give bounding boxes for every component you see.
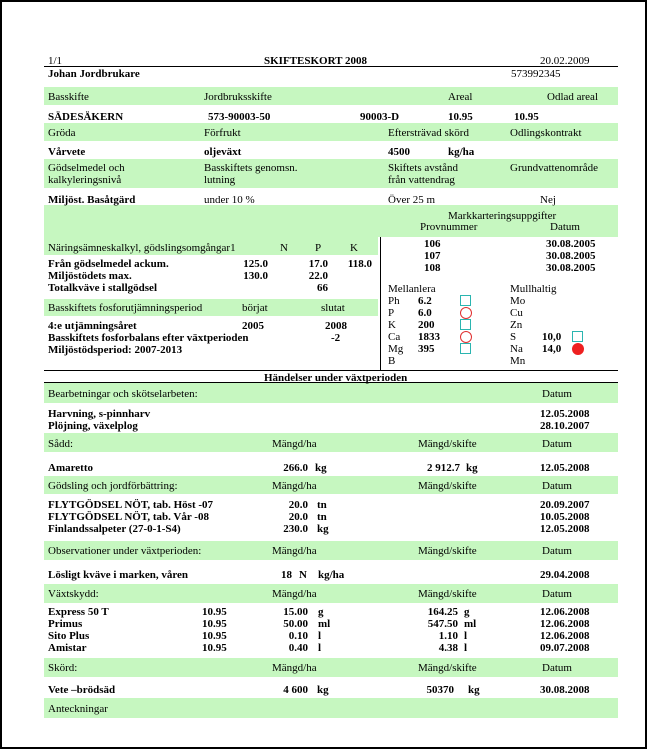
label-jordbruksskifte: Jordbruksskifte [204,91,272,103]
vaxtskydd-date: 12.06.2008 [540,606,590,618]
owner-id: 573992345 [511,68,561,80]
naring-k: 118.0 [347,258,372,270]
jordart-mellanlera: Mellanlera [388,283,436,295]
godsling-date: 12.05.2008 [540,523,590,535]
label-avstand-1: Skiftets avstånd [388,162,458,174]
document-title: SKIFTESKORT 2008 [264,55,368,67]
naring-n: 130.0 [243,270,268,282]
fosforbalans-value: -2 [331,332,341,344]
element-name: Ca [388,331,401,343]
element-name: Mo [510,295,526,307]
prov-datum: 30.08.2005 [546,238,596,250]
element-name: Mn [510,355,526,367]
label-lutning-2: lutning [204,174,236,186]
vaxtskydd-unit-ha: g [318,606,324,618]
skord-col-datum: Datum [542,662,572,674]
odlad-areal-value: 10.95 [514,111,539,123]
observ-value: 18 [281,569,292,581]
marking-col-datum: Datum [550,221,580,233]
label-odlingskontrakt: Odlingskontrakt [510,127,582,139]
skord-mangd-ha: 4 600 [283,684,308,696]
skord-header: Skörd: [48,662,78,674]
naring-col-n: N [280,242,288,254]
sadd-mangd-ha: 266.0 [283,462,308,474]
vaxtskydd-col-mangd-skifte: Mängd/skifte [418,588,477,600]
naring-row-label: Miljöstödets max. [48,270,132,282]
godsling-date: 10.05.2008 [540,511,590,523]
label-grundvatten: Grundvattenområde [510,162,598,174]
sadd-header: Sådd: [48,438,74,450]
prov-nummer: 107 [424,250,441,262]
element-value: 6.2 [418,295,432,307]
godsling-col-mangd-ha: Mängd/ha [272,480,317,492]
naring-header: Näringsämneskalkyl, gödslingsomgångar1 [48,242,236,254]
observ-col-datum: Datum [542,545,572,557]
naring-p: 22.0 [308,270,328,282]
vaxtskydd-row-label: Primus [48,618,83,630]
status-circle-icon [460,331,472,343]
skifte-id: 90003-D [360,111,400,123]
fosfor-header: Basskiftets fosforutjämningsperiod [48,302,203,314]
status-square-icon [460,343,471,354]
vaxtskydd-unit-skifte: l [464,630,468,642]
label-lutning-1: Basskiftets genomsn. [204,162,298,174]
vaxtskydd-area: 10.95 [202,630,227,642]
godsling-col-datum: Datum [542,480,572,492]
vaxtskydd-mangd-skifte: 164.25 [427,606,458,618]
skord-mangd-skifte: 50370 [426,684,454,696]
vaxtskydd-mangd-ha: 15.00 [283,606,308,618]
godsling-mangd-ha: 230.0 [283,523,308,535]
sadd-col-mangd-skifte: Mängd/skifte [418,438,477,450]
element-name: Ph [388,295,400,307]
events-title: Händelser under växtperioden [264,372,408,384]
utjamning-slutat: 2008 [325,320,347,332]
status-square-icon [572,331,583,342]
vaxtskydd-unit-skifte: g [464,606,470,618]
grundvatten-value: Nej [540,194,556,206]
miljostodsperiod: Miljöstödsperiod: 2007-2013 [48,344,183,356]
lutning-value: under 10 % [204,194,255,206]
naring-col-k: K [350,242,358,254]
observ-unit-1: N [299,569,307,581]
bearb-row-label: Plöjning, växelplog [48,420,138,432]
label-godselmedel-2: kalkyleringsnivå [48,174,122,186]
prov-nummer: 106 [424,238,441,250]
vaxtskydd-unit-ha: l [318,642,322,654]
element-name: Na [510,343,523,355]
vaxtskydd-mangd-ha: 0.10 [288,630,308,642]
vaxtskydd-col-datum: Datum [542,588,572,600]
utjamningsar-label: 4:e utjämningsåret [48,320,137,332]
skord-col-mangd-skifte: Mängd/skifte [418,662,477,674]
bearb-row-label: Harvning, s-pinnharv [48,408,151,420]
element-name: P [388,307,395,319]
marking-divider [380,237,381,371]
naring-col-p: P [315,242,322,254]
fosfor-col-borjat: börjat [242,302,268,314]
kalkyleringsniva-value: Miljöst. Basåtgärd [48,194,136,206]
vaxtskydd-mangd-ha: 0.40 [288,642,308,654]
vaxtskydd-head-band [44,584,618,603]
sadd-unit-ha: kg [315,462,327,474]
vaxtskydd-area: 10.95 [202,606,227,618]
observ-row-label: Lösligt kväve i marken, våren [48,569,189,581]
fosfor-col-slutat: slutat [321,302,345,314]
naring-n: 125.0 [243,258,268,270]
sadd-col-datum: Datum [542,438,572,450]
godsling-col-mangd-skifte: Mängd/skifte [418,480,477,492]
label-groda: Gröda [48,127,76,139]
vaxtskydd-col-mangd-ha: Mängd/ha [272,588,317,600]
label-forfrukt: Förfrukt [204,127,241,139]
vaxtskydd-row-label: Amistar [48,642,87,654]
notes-header: Anteckningar [48,703,108,715]
field-label-band [44,87,618,105]
skord-unit-ha: kg [317,684,329,696]
vaxtskydd-mangd-skifte: 547.50 [427,618,458,630]
events-rule-top [44,370,618,371]
status-circle-icon [460,307,472,319]
godsling-unit: tn [317,499,327,511]
observ-col-mangd-skifte: Mängd/skifte [418,545,477,557]
vaxtskydd-unit-ha: ml [318,618,331,630]
sadd-row-label: Amaretto [48,462,93,474]
naring-row-label: Från gödselmedel ackum. [48,258,169,270]
label-avstand-2: från vattendrag [388,174,455,186]
mullhalt-mullhaltig: Mullhaltig [510,283,557,295]
godsling-mangd-ha: 20.0 [288,511,308,523]
bearb-row-date: 28.10.2007 [540,420,590,432]
notes-band [44,698,618,718]
element-name: S [510,331,517,343]
groda-value: Vårvete [48,146,86,158]
utjamning-borjat: 2005 [242,320,264,332]
element-value: 6.0 [418,307,432,319]
sadd-col-mangd-ha: Mängd/ha [272,438,317,450]
status-square-icon [460,295,471,306]
naring-p: 17.0 [308,258,328,270]
bearb-header: Bearbetningar och skötselarbeten: [48,388,198,400]
element-value: 1833 [418,331,440,343]
element-value: 200 [418,319,435,331]
element-name: Cu [510,307,523,319]
field-name: SÄDESÄKERN [48,111,124,123]
vaxtskydd-mangd-ha: 50.00 [283,618,308,630]
marking-col-provnummer: Provnummer [420,221,478,233]
element-name: Zn [510,319,523,331]
sadd-unit-skifte: kg [466,462,478,474]
naring-p: 66 [317,282,328,294]
prov-datum: 30.08.2005 [546,262,596,274]
page-number: 1/1 [48,55,63,67]
label-basskifte: Basskifte [48,91,89,103]
element-name: K [388,319,396,331]
observ-col-mangd-ha: Mängd/ha [272,545,317,557]
forfrukt-value: oljeväxt [204,146,242,158]
sadd-head-band [44,433,618,452]
label-areal: Areal [448,91,473,103]
vaxtskydd-row-label: Express 50 T [48,606,109,618]
skord-unit-skifte: kg [468,684,480,696]
fosforbalans-label: Basskiftets fosforbalans efter växtperioden [48,332,249,344]
godsling-header: Gödsling och jordförbättring: [48,480,178,492]
vaxtskydd-date: 12.06.2008 [540,630,590,642]
bearb-col-datum: Datum [542,388,572,400]
vaxtskydd-date: 12.06.2008 [540,618,590,630]
godsling-row-label: Finlandssalpeter (27-0-1-S4) [48,523,181,535]
vaxtskydd-unit-skifte: l [464,642,468,654]
sadd-mangd-skifte: 2 912.7 [427,462,460,474]
prov-datum: 30.08.2005 [546,250,596,262]
status-square-icon [460,319,471,330]
godsling-row-label: FLYTGÖDSEL NÖT, tab. Vår -08 [48,511,209,523]
skord-date: 30.08.2008 [540,684,590,696]
prov-nummer: 108 [424,262,441,274]
godsling-unit: tn [317,511,327,523]
document-date: 20.02.2009 [540,55,590,67]
vaxtskydd-mangd-skifte: 4.38 [438,642,458,654]
godsling-row-label: FLYTGÖDSEL NÖT, tab. Höst -07 [48,499,214,511]
godsling-mangd-ha: 20.0 [288,499,308,511]
observ-header: Observationer under växtperioden: [48,545,202,557]
label-godselmedel-1: Gödselmedel och [48,162,125,174]
label-skord: Eftersträvad skörd [388,127,469,139]
godsling-date: 20.09.2007 [540,499,590,511]
vaxtskydd-mangd-skifte: 1.10 [438,630,458,642]
skord-unit: kg/ha [448,146,475,158]
bearb-row-date: 12.05.2008 [540,408,590,420]
vaxtskydd-unit-skifte: ml [464,618,477,630]
observ-unit-2: kg/ha [318,569,345,581]
status-filled-circle-icon [572,343,584,355]
owner-name: Johan Jordbrukare [48,68,140,80]
element-value: 10,0 [542,331,562,343]
label-odlad-areal: Odlad areal [547,91,598,103]
element-value: 14,0 [542,343,562,355]
skord-row-label: Vete –brödsäd [48,684,116,696]
observ-date: 29.04.2008 [540,569,590,581]
areal-value: 10.95 [448,111,473,123]
element-value: 395 [418,343,435,355]
marking-title: Markkarteringsuppgifter [448,210,557,222]
vaxtskydd-row-label: Sito Plus [48,630,90,642]
vaxtskydd-area: 10.95 [202,618,227,630]
element-name: Mg [388,343,404,355]
vaxtskydd-date: 09.07.2008 [540,642,590,654]
vaxtskydd-unit-ha: l [318,630,322,642]
vaxtskydd-area: 10.95 [202,642,227,654]
skord-value: 4500 [388,146,410,158]
element-name: B [388,355,396,367]
avstand-value: Över 25 m [388,194,436,206]
vaxtskydd-header: Växtskydd: [48,588,99,600]
skord-head-band [44,658,618,677]
sadd-date: 12.05.2008 [540,462,590,474]
jordbruksskifte-nr: 573-90003-50 [208,111,271,123]
naring-row-label: Totalkväve i stallgödsel [48,282,157,294]
godsling-unit: kg [317,523,329,535]
skord-col-mangd-ha: Mängd/ha [272,662,317,674]
